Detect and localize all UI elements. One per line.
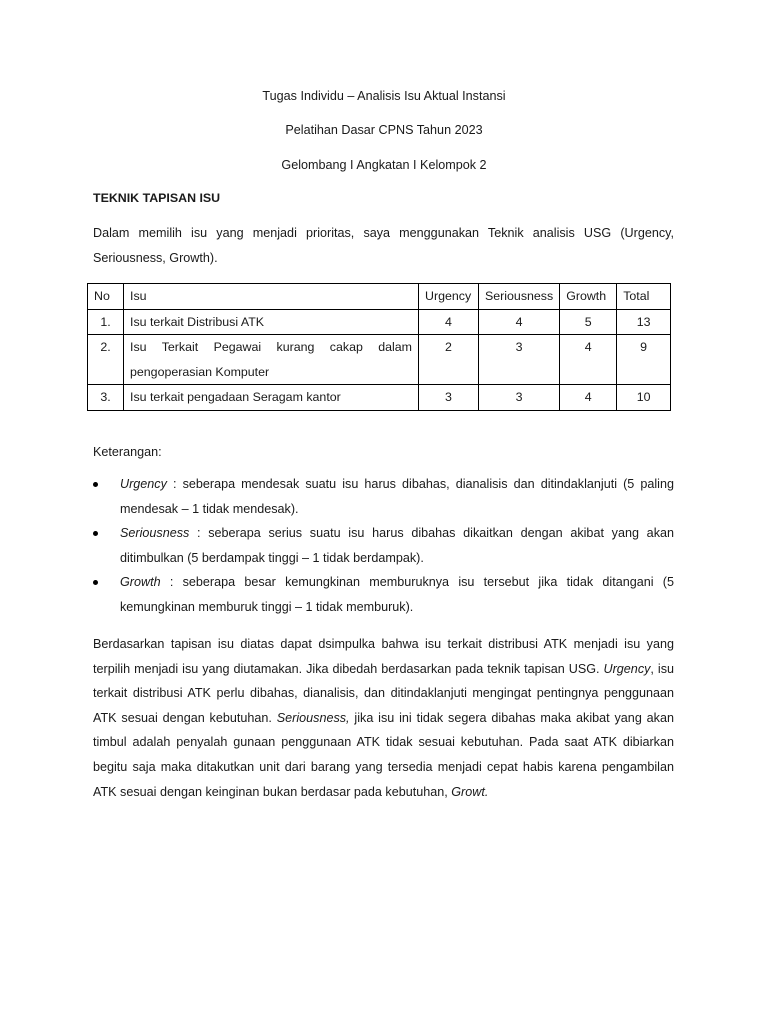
intro-paragraph: Dalam memilih isu yang menjadi prioritas, saya menggunakan Teknik analisis USG (Urgency, Seriousness, Growth). (93, 226, 674, 265)
list-item (93, 570, 674, 619)
keterangan-list (93, 472, 674, 619)
table-row (88, 309, 671, 335)
bullet-term: Seriousness (120, 526, 190, 540)
conclusion-term-growth: Growt. (451, 784, 489, 799)
cell-seriousness: 4 (479, 309, 560, 335)
cell-urgency: 3 (419, 385, 479, 411)
cell-no: 3. (88, 385, 124, 411)
bullet-icon (93, 482, 98, 487)
list-item (93, 521, 674, 570)
usg-table (87, 283, 671, 411)
cell-total: 13 (617, 309, 671, 335)
cell-isu: Isu terkait pengadaan Seragam kantor (124, 385, 419, 411)
header-total: Total (617, 284, 671, 310)
cell-total: 9 (617, 335, 671, 385)
cell-no: 2. (88, 335, 124, 385)
cell-isu: Isu terkait Distribusi ATK (124, 309, 419, 335)
table-header-row (88, 284, 671, 310)
cell-seriousness: 3 (479, 385, 560, 411)
cell-no: 1. (88, 309, 124, 335)
bullet-text: : seberapa besar kemungkinan memburuknya isu tersebut jika tidak ditangani (5 kemungkinan memburuk tinggi – 1 tidak memburuk). (120, 575, 674, 614)
table-row (88, 385, 671, 411)
bullet-text: : seberapa serius suatu isu harus dibahas dikaitkan dengan akibat yang akan ditimbulkan (5 berdampak tinggi – 1 tidak berdampak). (120, 526, 674, 565)
bullet-term: Growth (120, 575, 161, 589)
header-urgency: Urgency (419, 284, 479, 310)
conclusion-text: , isu terkait distribusi ATK perlu dibahas, dianalisis, dan ditindaklanjuti mengingat pentingnya penggunaan ATK sesuai dengan kebutuhan. (93, 661, 674, 725)
doc-title-line-3: Gelombang I Angkatan I Kelompok 2 (281, 158, 487, 172)
bullet-text: : seberapa mendesak suatu isu harus dibahas, dianalisis dan ditindaklanjuti (5 paling mendesak – 1 tidak mendesak). (120, 477, 674, 516)
cell-isu: Isu Terkait Pegawai kurang cakap dalam pengoperasian Komputer (124, 335, 419, 385)
keterangan-label: Keterangan: (93, 445, 162, 459)
cell-seriousness: 3 (479, 335, 560, 385)
header-no: No (88, 284, 124, 310)
bullet-icon (93, 580, 98, 585)
cell-urgency: 4 (419, 309, 479, 335)
conclusion-paragraph (93, 632, 674, 804)
doc-title-line-1: Tugas Individu – Analisis Isu Aktual Instansi (262, 89, 506, 103)
header-growth: Growth (560, 284, 617, 310)
bullet-term: Urgency (120, 477, 167, 491)
cell-growth: 4 (560, 385, 617, 411)
section-heading: TEKNIK TAPISAN ISU (93, 191, 221, 205)
header-seriousness: Seriousness (479, 284, 560, 310)
header-isu: Isu (124, 284, 419, 310)
doc-title-line-2: Pelatihan Dasar CPNS Tahun 2023 (285, 123, 483, 137)
conclusion-term-seriousness: Seriousness, (276, 710, 350, 725)
conclusion-text: Berdasarkan tapisan isu diatas dapat dsimpulka bahwa isu terkait distribusi ATK menjadi isu yang terpilih menjadi isu yang diutamakan. Jika dibedah berdasarkan pada teknik tapisan USG. (93, 637, 674, 676)
conclusion-text: jika isu ini tidak segera dibahas maka akibat yang akan timbul adalah penyalah gunaan penggunaan ATK tidak sesuai kebutuhan. Pada saat ATK dibiarkan begitu saja maka ditakutkan unit dari barang yang tersedia menjadi cepat habis karena pengambilan ATK sesuai dengan keinginan bukan berdasar pada kebutuhan, (93, 710, 674, 799)
conclusion-term-urgency: Urgency (603, 661, 651, 676)
cell-total: 10 (617, 385, 671, 411)
cell-growth: 5 (560, 309, 617, 335)
bullet-icon (93, 531, 98, 536)
table-row (88, 335, 671, 385)
list-item (93, 472, 674, 521)
cell-growth: 4 (560, 335, 617, 385)
cell-urgency: 2 (419, 335, 479, 385)
